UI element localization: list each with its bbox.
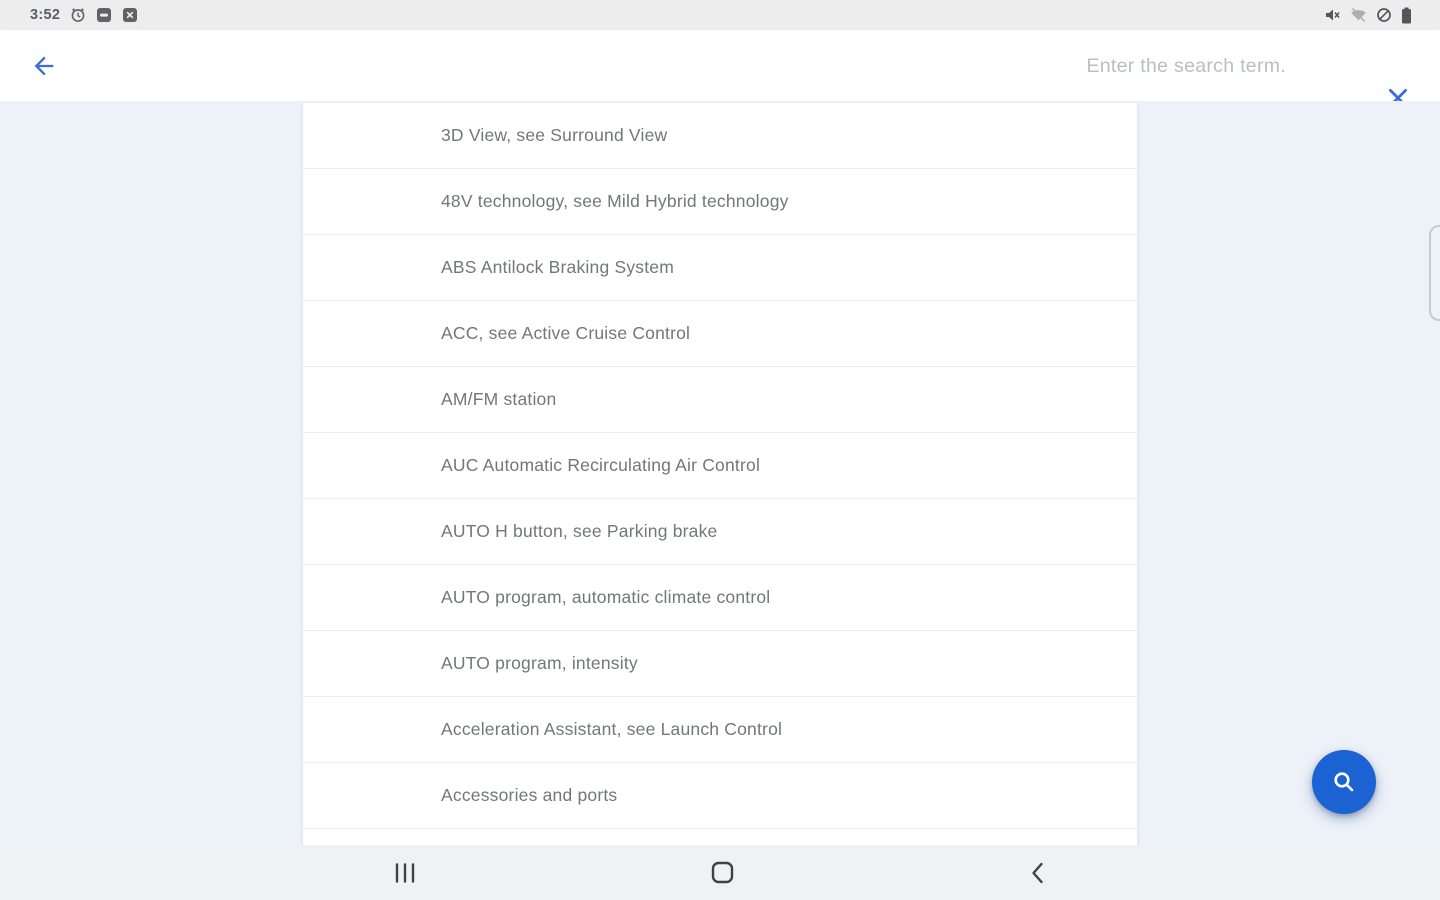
index-item-label: ABS Antilock Braking System: [441, 257, 674, 277]
index-item-label: 3D View, see Surround View: [441, 125, 668, 145]
voicemail-app-icon: [96, 7, 112, 23]
index-list-item[interactable]: [303, 631, 1137, 697]
status-bar: [0, 0, 1440, 30]
index-list-item[interactable]: [303, 301, 1137, 367]
index-item-label: AUTO program, automatic climate control: [441, 587, 771, 607]
search-input[interactable]: [90, 44, 1288, 88]
search-fab-button[interactable]: [1312, 750, 1376, 814]
index-item-label: AUTO program, intensity: [441, 653, 638, 673]
index-list-item[interactable]: [303, 169, 1137, 235]
search-app-bar: [0, 30, 1440, 102]
index-item-label: AUC Automatic Recirculating Air Control: [441, 455, 761, 475]
scrollbar-thumb[interactable]: [1429, 225, 1440, 321]
clock-time: 3:52: [30, 7, 61, 23]
recents-icon: [394, 863, 416, 883]
status-bar-right: [1324, 7, 1412, 24]
file-x-app-icon: [122, 7, 138, 23]
battery-icon: [1401, 7, 1412, 24]
alarm-icon: [70, 7, 86, 23]
nav-home-button[interactable]: [687, 845, 757, 900]
index-list-item[interactable]: [303, 763, 1137, 829]
index-list-item[interactable]: [303, 235, 1137, 301]
index-item-label: Accessories and ports: [441, 785, 618, 805]
home-icon: [711, 861, 734, 884]
wifi-off-icon: [1350, 7, 1367, 23]
index-content: [0, 101, 1440, 845]
index-list-item[interactable]: [303, 697, 1137, 763]
index-list-item[interactable]: [303, 499, 1137, 565]
index-item-label: Acceleration Assistant, see Launch Control: [441, 719, 783, 739]
nav-recents-button[interactable]: [370, 845, 440, 900]
search-icon: [1330, 768, 1358, 796]
back-arrow-icon[interactable]: [30, 52, 58, 80]
index-list-panel: [303, 103, 1137, 845]
index-item-label: 48V technology, see Mild Hybrid technology: [441, 191, 789, 211]
back-chevron-icon: [1029, 861, 1045, 885]
index-list-item[interactable]: [303, 565, 1137, 631]
android-nav-bar: [0, 845, 1440, 900]
index-list-item[interactable]: [303, 103, 1137, 169]
index-list-item[interactable]: [303, 367, 1137, 433]
status-bar-left: [30, 7, 138, 23]
index-item-label: AUTO H button, see Parking brake: [441, 521, 718, 541]
volume-mute-icon: [1324, 7, 1341, 23]
index-list-item[interactable]: [303, 433, 1137, 499]
nav-back-button[interactable]: [1002, 845, 1072, 900]
do-not-disturb-icon: [1376, 7, 1392, 23]
index-item-label: AM/FM station: [441, 389, 557, 409]
index-item-label: ACC, see Active Cruise Control: [441, 323, 691, 343]
